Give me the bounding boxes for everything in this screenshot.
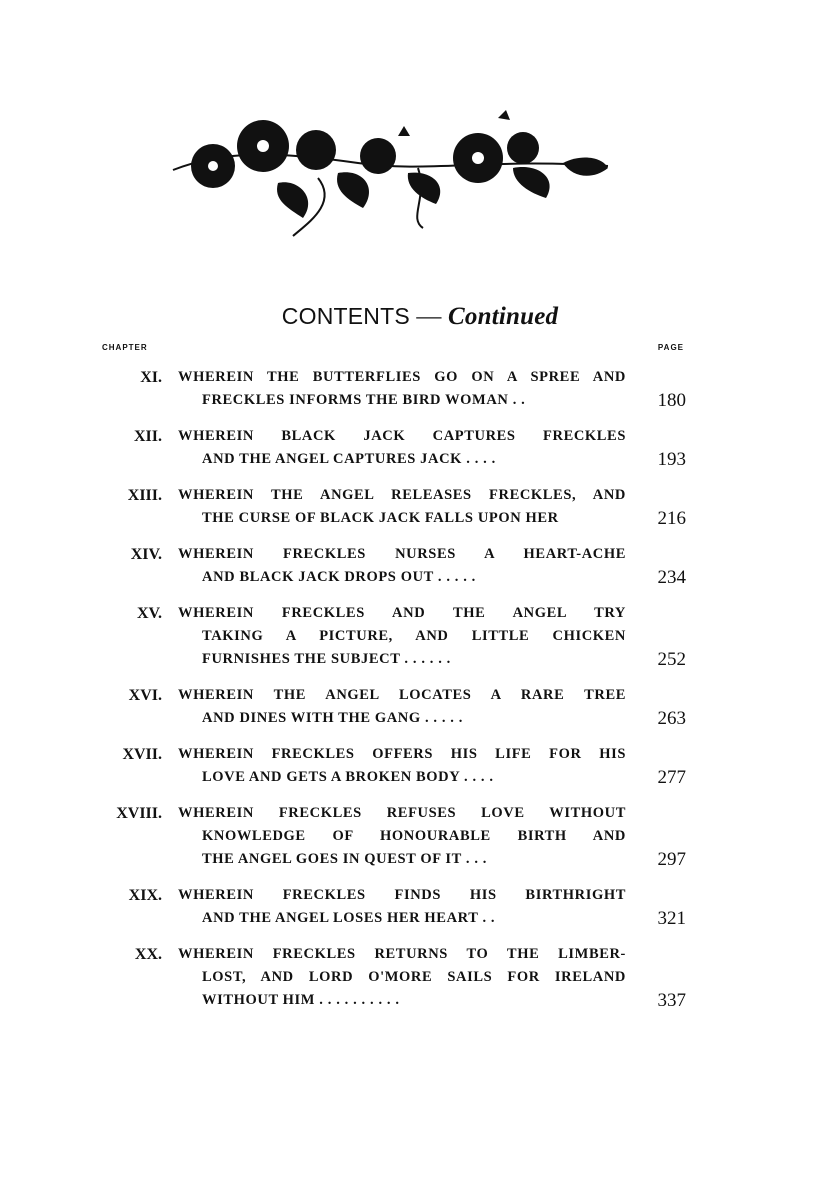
chapter-column-label: CHAPTER bbox=[102, 343, 148, 352]
chapter-number: XX. bbox=[134, 946, 162, 963]
chapter-title-line: WHEREIN THE ANGEL RELEASES FRECKLES, AND bbox=[178, 487, 626, 503]
chapter-title-line: WHEREIN FRECKLES RETURNS TO THE LIMBER- bbox=[178, 946, 626, 962]
contents-entry bbox=[90, 743, 690, 789]
page-column-label: PAGE bbox=[657, 343, 684, 352]
chapter-title-line: WHEREIN THE ANGEL LOCATES A RARE TREE bbox=[178, 687, 626, 703]
chapter-title-line: WHEREIN FRECKLES AND THE ANGEL TRY bbox=[178, 605, 626, 621]
chapter-number: XVI. bbox=[128, 687, 162, 704]
column-labels bbox=[102, 343, 684, 357]
chapter-number: XIX. bbox=[128, 887, 162, 904]
chapter-title bbox=[178, 743, 626, 789]
chapter-title bbox=[178, 425, 626, 471]
page-number: 193 bbox=[657, 449, 686, 470]
chapter-title bbox=[178, 884, 626, 930]
chapter-title-line: THE CURSE OF BLACK JACK FALLS UPON HER bbox=[202, 510, 559, 526]
page-number: 252 bbox=[657, 649, 686, 670]
contents-entry bbox=[90, 884, 690, 930]
chapter-title bbox=[178, 602, 626, 671]
chapter-number: XIV. bbox=[130, 546, 162, 563]
chapter-title-line: WHEREIN FRECKLES REFUSES LOVE WITHOUT bbox=[178, 805, 626, 821]
contents-entry bbox=[90, 684, 690, 730]
chapter-title-line: WHEREIN FRECKLES OFFERS HIS LIFE FOR HIS bbox=[178, 746, 626, 762]
contents-title: CONTENTS bbox=[281, 303, 410, 329]
chapter-title-line: KNOWLEDGE OF HONOURABLE BIRTH AND bbox=[202, 828, 626, 844]
chapter-number: XII. bbox=[133, 428, 162, 445]
continued-label: Continued bbox=[448, 303, 559, 330]
contents-entry bbox=[90, 802, 690, 871]
chapter-number: XVIII. bbox=[116, 805, 162, 822]
chapter-title-line: FURNISHES THE SUBJECT . . . . . . bbox=[202, 651, 451, 667]
chapter-title-line: LOST, AND LORD O'MORE SAILS FOR IRELAND bbox=[202, 969, 626, 985]
contents-entry bbox=[90, 484, 690, 530]
chapter-title-line: WHEREIN FRECKLES FINDS HIS BIRTHRIGHT bbox=[178, 887, 626, 903]
chapter-title-line: AND THE ANGEL LOSES HER HEART . . bbox=[202, 910, 496, 926]
chapter-title-line: FRECKLES INFORMS THE BIRD WOMAN . . bbox=[202, 392, 526, 408]
chapter-number: XV. bbox=[136, 605, 162, 622]
page-number: 337 bbox=[657, 990, 686, 1011]
page-number: 277 bbox=[657, 767, 686, 788]
contents-entry bbox=[90, 425, 690, 471]
contents-heading bbox=[0, 303, 840, 331]
chapter-title-line: TAKING A PICTURE, AND LITTLE CHICKEN bbox=[202, 628, 626, 644]
chapter-title bbox=[178, 543, 626, 589]
contents-list bbox=[90, 366, 690, 1025]
chapter-title bbox=[178, 484, 626, 530]
chapter-title-line: WHEREIN THE BUTTERFLIES GO ON A SPREE AND bbox=[178, 369, 626, 385]
chapter-title-line: WHEREIN FRECKLES NURSES A HEART-ACHE bbox=[178, 546, 626, 562]
chapter-title bbox=[178, 943, 626, 1012]
chapter-title-line: AND BLACK JACK DROPS OUT . . . . . bbox=[202, 569, 476, 585]
page-number: 263 bbox=[657, 708, 686, 729]
contents-entry bbox=[90, 602, 690, 671]
chapter-title bbox=[178, 366, 626, 412]
page-number: 297 bbox=[657, 849, 686, 870]
contents-entry bbox=[90, 943, 690, 1012]
heading-separator: — bbox=[416, 303, 442, 330]
chapter-title bbox=[178, 802, 626, 871]
chapter-number: XI. bbox=[140, 369, 162, 386]
chapter-title-line: AND THE ANGEL CAPTURES JACK . . . . bbox=[202, 451, 496, 467]
page-number: 321 bbox=[657, 908, 686, 929]
chapter-number: XVII. bbox=[122, 746, 162, 763]
chapter-title-line: LOVE AND GETS A BROKEN BODY . . . . bbox=[202, 769, 494, 785]
contents-entry bbox=[90, 543, 690, 589]
chapter-number: XIII. bbox=[127, 487, 162, 504]
contents-entry bbox=[90, 366, 690, 412]
floral-ornament-icon bbox=[168, 108, 618, 243]
page-number: 216 bbox=[657, 508, 686, 529]
chapter-title-line: AND DINES WITH THE GANG . . . . . bbox=[202, 710, 463, 726]
page-number: 180 bbox=[657, 390, 686, 411]
chapter-title-line: THE ANGEL GOES IN QUEST OF IT . . . bbox=[202, 851, 488, 867]
chapter-title bbox=[178, 684, 626, 730]
page-number: 234 bbox=[657, 567, 686, 588]
chapter-title-line: WHEREIN BLACK JACK CAPTURES FRECKLES bbox=[178, 428, 626, 444]
chapter-title-line: WITHOUT HIM . . . . . . . . . . bbox=[202, 992, 400, 1008]
